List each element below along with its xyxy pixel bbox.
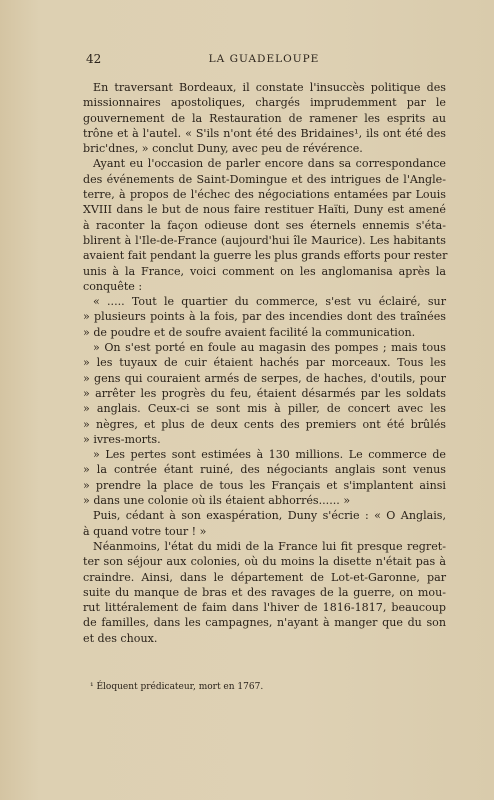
text-line: Néanmoins, l'état du midi de la France lui fit presque regret- — [93, 539, 446, 553]
quote-line: » gens qui couraient armés de serpes, de haches, d'outils, pour — [83, 371, 446, 385]
text-line: gouvernement de la Restauration de ramener les esprits au — [83, 111, 446, 125]
quote-line: « ..... Tout le quartier du commerce, s'est vu éclairé, sur — [93, 295, 446, 309]
text-line: trône et à l'autel. « S'ils n'ont été des Bridaines¹, ils ont été des — [83, 126, 446, 140]
text-line: de familles, dans les campagnes, n'ayant à manger que du son — [83, 616, 446, 630]
text-line: bric'dnes, » conclut Duny, avec peu de révérence. — [83, 142, 363, 156]
text-line: avaient fait pendant la guerre les plus grands efforts pour rester — [83, 249, 448, 263]
quote-line: » de poudre et de soufre avaient facilité la communication. — [83, 325, 416, 339]
running-title: LA GUADELOUPE — [208, 53, 320, 65]
text-line: et des choux. — [83, 631, 158, 645]
text-line: unis à la France, voici comment on les anglomanisa après la — [83, 264, 446, 278]
text-line: rut littéralement de faim dans l'hiver de 1816-1817, beaucoup — [83, 601, 446, 615]
quote-line: » ivres-morts. — [83, 432, 161, 446]
page-header — [86, 52, 442, 68]
text-line: blirent à l'Ile-de-France (aujourd'hui île Maurice). Les habitants — [83, 233, 446, 247]
text-line: terre, à propos de l'échec des négociations entamées par Louis — [83, 188, 446, 202]
quote-line: » plusieurs points à la fois, par des incendies dont des traînées — [83, 310, 446, 324]
footnote: ¹ Éloquent prédicateur, mort en 1767. — [90, 682, 264, 692]
quote-line: » prendre la place de tous les Français et s'implantent ainsi — [83, 478, 446, 492]
quote-line: » nègres, et plus de deux cents des premiers ont été brûlés — [83, 417, 446, 431]
text-line: En traversant Bordeaux, il constate l'insuccès politique des — [93, 81, 446, 94]
text-line: ter son séjour aux colonies, où du moins la disette n'était pas à — [83, 555, 446, 569]
text-line: craindre. Ainsi, dans le département de Lot-et-Garonne, par — [83, 570, 446, 584]
text-line: XVIII dans le but de nous faire restituer Haïti, Duny est amené — [83, 203, 446, 217]
quote-line: » arrêter les progrès du feu, étaient désarmés par les soldats — [83, 386, 446, 400]
text-line: suite du manque de bras et des ravages de la guerre, on mou- — [83, 585, 446, 599]
text-line: à raconter la façon odieuse dont ses éternels ennemis s'éta- — [83, 218, 446, 232]
text-line: des événements de Saint-Domingue et des intrigues de l'Angle- — [83, 172, 446, 186]
text-line: missionnaires apostoliques, chargés imprudemment par le — [83, 96, 446, 110]
text-line: Ayant eu l'occasion de parler encore dans sa correspondance — [93, 157, 446, 171]
quote-line: » On s'est porté en foule au magasin des pompes ; mais tous — [93, 341, 446, 355]
text-line: conquête : — [83, 279, 143, 293]
quote-line: » anglais. Ceux-ci se sont mis à piller, de concert avec les — [83, 402, 446, 416]
quote-line: » la contrée étant ruiné, des négociants anglais sont venus — [83, 463, 446, 477]
body-text — [83, 80, 446, 646]
text-line: à quand votre tour ! » — [83, 524, 207, 538]
quote-line: » Les pertes sont estimées à 130 millions. Le commerce de — [93, 448, 446, 462]
quote-line: » dans une colonie où ils étaient abhorrés...... » — [83, 494, 351, 508]
text-line: Puis, cédant à son exaspération, Duny s'écrie : « O Anglais, — [93, 509, 446, 523]
page-number: 42 — [86, 52, 102, 66]
quote-line: » les tuyaux de cuir étaient hachés par morceaux. Tous les — [83, 356, 446, 370]
